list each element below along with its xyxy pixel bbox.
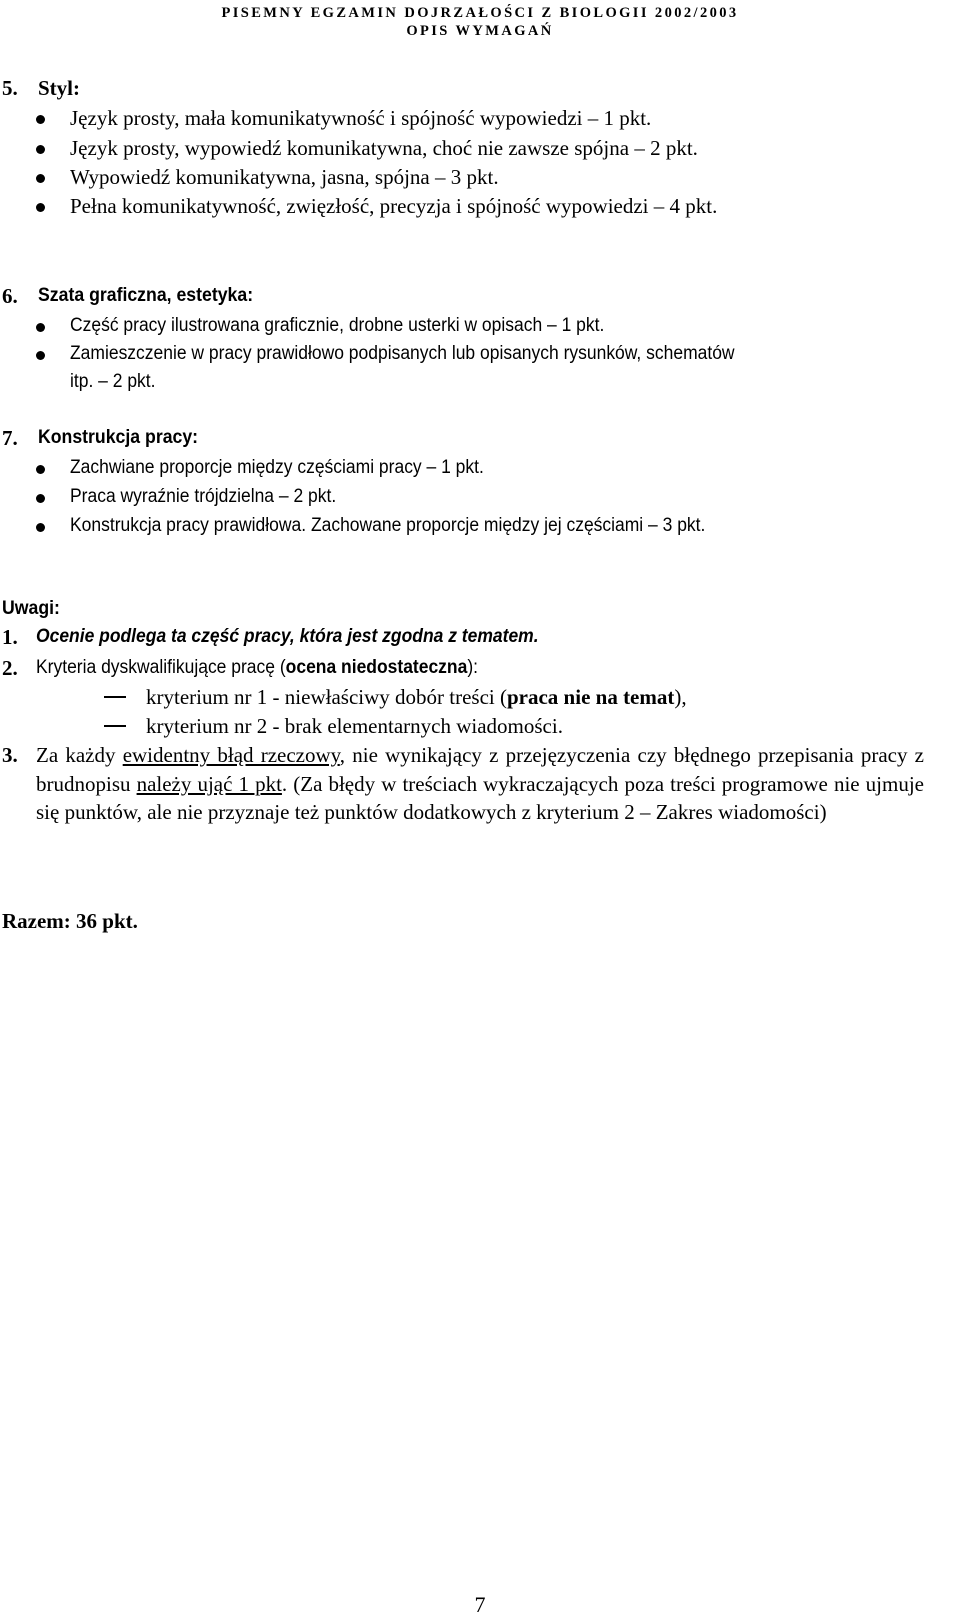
list-item: Pełna komunikatywność, zwięzłość, precyzja i spójność wypowiedzi – 4 pkt.: [70, 194, 718, 218]
note-number: 1.: [2, 625, 18, 649]
dash-icon: [104, 725, 126, 727]
bullet-icon: [36, 174, 45, 183]
note-3-underlined: należy ująć 1 pkt: [136, 771, 282, 796]
bullet-icon: [36, 323, 45, 332]
criterion-1: [146, 683, 687, 711]
note-3-text: . (Za błędy w treściach wykraczających poza treści programowe nie ujmuje się punktów, ale nie przyznaje też punktów dodatkowych z kryterium 2 – Zakres wiadomości): [36, 771, 924, 824]
section-title: Konstrukcja pracy:: [38, 427, 199, 448]
note-3: [36, 741, 924, 827]
document-header: PISEMNY EGZAMIN DOJRZAŁOŚCI Z BIOLOGII 2002/2003: [221, 5, 739, 21]
note-1: Ocenie podlega ta część pracy, która jest zgodna z tematem.: [36, 626, 539, 647]
note-number: 3.: [2, 743, 18, 767]
bullet-icon: [36, 523, 45, 532]
section-title: Szata graficzna, estetyka:: [38, 285, 254, 306]
note-3-text: Za każdy: [36, 743, 123, 767]
list-item: Zachwiane proporcje między częściami pracy – 1 pkt.: [70, 457, 484, 478]
page-number: 7: [474, 1592, 486, 1617]
bullet-icon: [36, 115, 45, 124]
note-number: 2.: [2, 656, 18, 680]
note-3-text: , nie wynikający z przejęzyczenia czy błędnego przepisania pracy z brudnopisu: [36, 743, 924, 796]
note-2-emphasis: ocena niedostateczna: [285, 657, 468, 678]
section-number: 7.: [2, 426, 18, 450]
criterion-1-text-end: ),: [674, 685, 687, 709]
total-points: Razem: 36 pkt.: [2, 909, 138, 933]
note-3-underlined: ewidentny błąd rzeczowy: [122, 743, 340, 767]
list-item: Konstrukcja pracy prawidłowa. Zachowane proporcje między jej częściami – 3 pkt.: [70, 515, 706, 536]
bullet-icon: [36, 351, 45, 360]
document-subheader: OPIS WYMAGAŃ: [406, 23, 554, 39]
list-item: Część pracy ilustrowana graficznie, drobne usterki w opisach – 1 pkt.: [70, 315, 605, 336]
note-2: [36, 654, 478, 682]
list-item-continuation: itp. – 2 pkt.: [70, 371, 156, 392]
bullet-icon: [36, 494, 45, 503]
bullet-icon: [36, 203, 45, 212]
list-item: Język prosty, wypowiedź komunikatywna, choć nie zawsze spójna – 2 pkt.: [70, 136, 698, 160]
note-2-text-end: ):: [467, 657, 479, 678]
bullet-icon: [36, 145, 45, 154]
bullet-icon: [36, 465, 45, 474]
criterion-2: kryterium nr 2 - brak elementarnych wiadomości.: [146, 714, 563, 738]
notes-title: Uwagi:: [2, 598, 60, 619]
note-2-text: Kryteria dyskwalifikujące pracę (: [36, 657, 286, 678]
list-item: Język prosty, mała komunikatywność i spójność wypowiedzi – 1 pkt.: [70, 106, 652, 130]
list-item: Wypowiedź komunikatywna, jasna, spójna – 3 pkt.: [70, 165, 499, 189]
section-number: 6.: [2, 284, 18, 308]
criterion-1-text: kryterium nr 1 - niewłaściwy dobór treści (: [146, 685, 507, 709]
section-number: 5.: [2, 76, 18, 100]
section-title: Styl:: [38, 76, 80, 100]
list-item: Zamieszczenie w pracy prawidłowo podpisanych lub opisanych rysunków, schematów: [70, 343, 735, 364]
dash-icon: [104, 696, 126, 698]
criterion-1-emphasis: praca nie na temat: [506, 685, 675, 709]
list-item: Praca wyraźnie trójdzielna – 2 pkt.: [70, 486, 337, 507]
